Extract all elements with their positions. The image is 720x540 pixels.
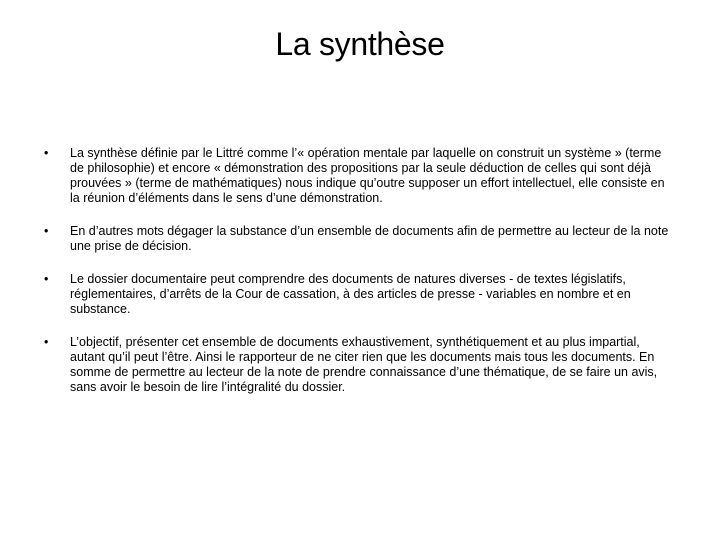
bullet-text: La synthèse définie par le Littré comme l’« opération mentale par laquelle on construit un système » (terme de philosophie) et encore « démonstration des propositions par la seule déduction de celles qui sont déjà prouvées » (terme de mathématiques) nous indique qu’outre supposer un effort intellectuel, elle consiste en la réunion d’éléments dans le sens d’une démonstration. <box>70 146 665 205</box>
bullet-list <box>44 146 676 413</box>
bullet-item <box>44 146 676 206</box>
bullet-item <box>44 335 676 395</box>
bullet-icon: • <box>44 224 49 238</box>
bullet-text: L’objectif, présenter cet ensemble de documents exhaustivement, synthétiquement et au plus impartial, autant qu’il peut l’être. Ainsi le rapporteur de ne citer rien que les documents mais tous les documents. En somme de permettre au lecteur de la note de prendre connaissance d’une thématique, de se faire un avis, sans avoir le besoin de lire l’intégralité du dossier. <box>70 335 658 394</box>
bullet-item <box>44 272 676 317</box>
bullet-icon: • <box>44 335 49 349</box>
bullet-icon: • <box>44 146 49 160</box>
bullet-icon: • <box>44 272 49 286</box>
bullet-text: Le dossier documentaire peut comprendre des documents de natures diverses - de textes législatifs, réglementaires, d’arrêts de la Cour de cassation, à des articles de presse - variables en nombre et en substance. <box>70 272 631 316</box>
bullet-item <box>44 224 676 254</box>
slide-title: La synthèse <box>275 26 445 62</box>
bullet-text: En d’autres mots dégager la substance d’un ensemble de documents afin de permettre au lecteur de la note une prise de décision. <box>70 224 669 253</box>
